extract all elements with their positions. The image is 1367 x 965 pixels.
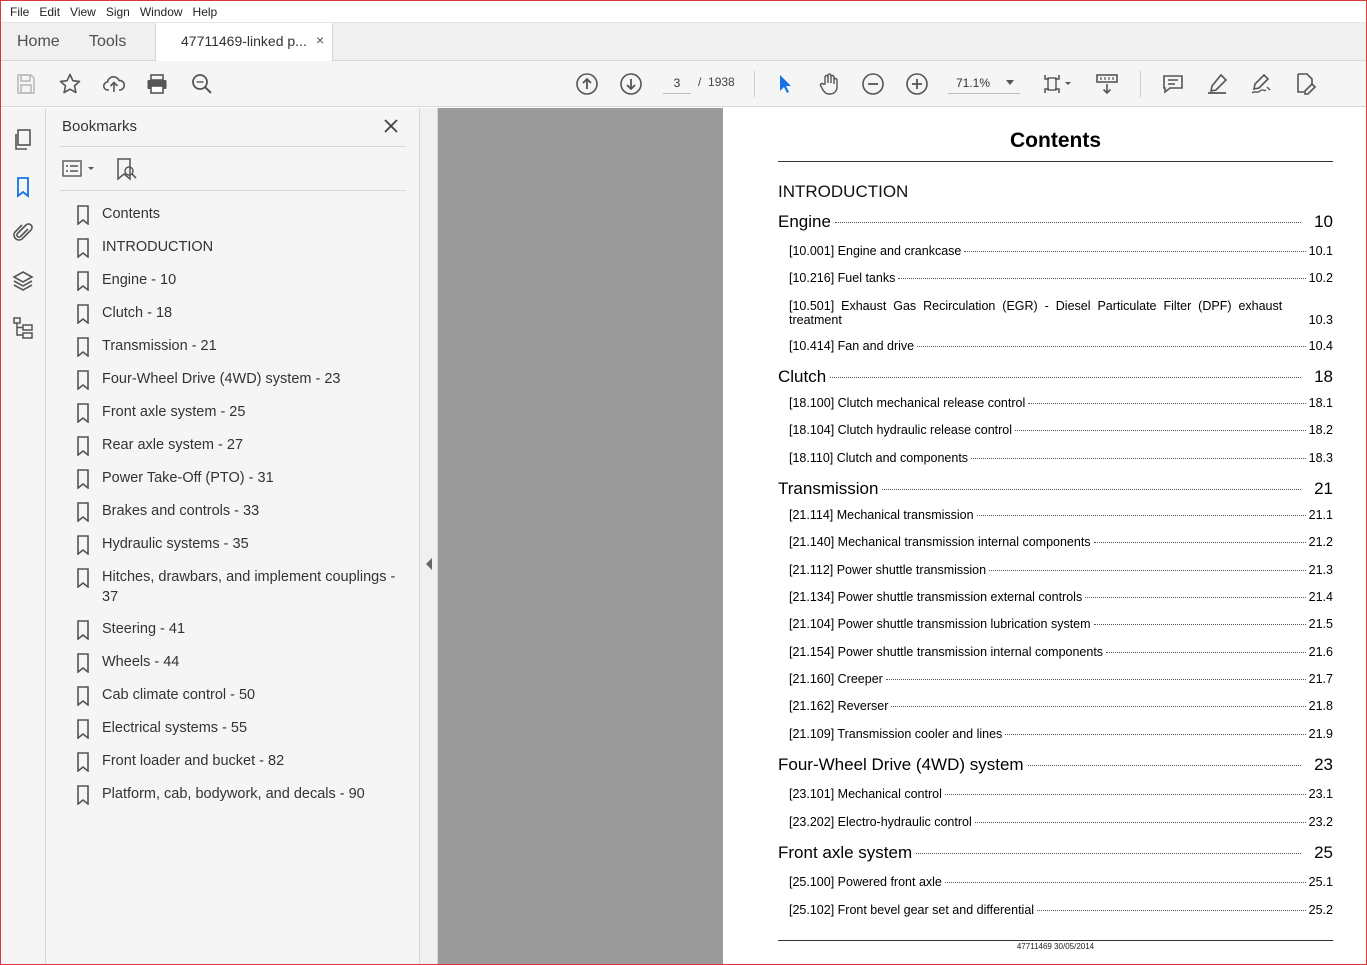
bookmark-item[interactable]: Steering - 41 <box>76 619 416 640</box>
hand-tool-icon[interactable] <box>815 70 843 98</box>
next-page-icon[interactable] <box>617 70 645 98</box>
bookmark-icon <box>76 620 90 640</box>
bookmark-icon <box>76 502 90 522</box>
tag-tree-icon[interactable] <box>10 315 36 341</box>
bookmark-icon <box>76 370 90 390</box>
toc-section[interactable]: Clutch 18 <box>778 367 1333 386</box>
page-total: / 1938 <box>698 75 735 89</box>
save-icon[interactable] <box>12 70 40 98</box>
divider <box>60 190 406 191</box>
toc-entry[interactable]: [18.110] Clutch and components 18.3 <box>789 451 1333 465</box>
bookmark-icon <box>76 535 90 555</box>
page-fit-icon[interactable] <box>1039 70 1075 98</box>
menu-file[interactable]: File <box>10 4 30 19</box>
tab-document[interactable] <box>155 23 333 61</box>
document-viewer[interactable] <box>438 108 1366 965</box>
star-icon[interactable] <box>56 70 84 98</box>
bookmark-icon <box>76 436 90 456</box>
bookmark-item[interactable]: Clutch - 18 <box>76 303 416 324</box>
bookmark-item[interactable]: Transmission - 21 <box>76 336 416 357</box>
bookmark-item[interactable]: Cab climate control - 50 <box>76 685 416 706</box>
navigation-rail <box>1 108 46 965</box>
collapse-arrow-icon[interactable] <box>426 558 432 570</box>
toc-section[interactable]: Four-Wheel Drive (4WD) system 23 <box>778 755 1333 774</box>
toc-section[interactable]: Transmission 21 <box>778 479 1333 498</box>
bookmark-icon <box>76 304 90 324</box>
bookmark-icon <box>76 686 90 706</box>
zoom-level-select[interactable]: 71.1% <box>948 72 1020 94</box>
bookmark-icon <box>76 238 90 258</box>
layers-icon[interactable] <box>10 268 36 294</box>
bookmark-item[interactable]: INTRODUCTION <box>76 237 416 258</box>
toc-entry[interactable]: [21.104] Power shuttle transmission lubrication system 21.5 <box>789 617 1333 631</box>
title-rule <box>778 161 1333 162</box>
bookmark-list <box>76 204 416 817</box>
bookmark-item[interactable]: Wheels - 44 <box>76 652 416 673</box>
bookmark-item[interactable]: Front axle system - 25 <box>76 402 416 423</box>
tab-bar <box>1 23 1366 61</box>
divider <box>60 146 406 147</box>
bookmark-icon <box>76 653 90 673</box>
toc-entry[interactable]: [10.501] Exhaust Gas Recirculation (EGR) - Diesel Particulate Filter (DPF) exhaust treatment 10.3 <box>789 299 1333 327</box>
menu-help[interactable]: Help <box>192 4 218 19</box>
toc-entry[interactable]: [10.216] Fuel tanks 10.2 <box>789 271 1333 285</box>
toolbar <box>1 61 1366 107</box>
menu-bar <box>1 1 1366 23</box>
bookmark-item[interactable]: Electrical systems - 55 <box>76 718 416 739</box>
edit-pdf-icon[interactable] <box>1291 70 1319 98</box>
bookmarks-panel <box>46 108 420 965</box>
bookmark-item[interactable]: Platform, cab, bodywork, and decals - 90 <box>76 784 416 805</box>
toc-section[interactable]: Engine 10 <box>778 212 1333 231</box>
toc-entry[interactable]: [18.104] Clutch hydraulic release control 18.2 <box>789 423 1333 437</box>
bookmark-icon <box>76 785 90 805</box>
bookmark-icon <box>76 403 90 423</box>
menu-view[interactable]: View <box>70 4 96 19</box>
zoom-in-icon[interactable] <box>903 70 931 98</box>
toc-entry[interactable]: [18.100] Clutch mechanical release control 18.1 <box>789 396 1333 410</box>
select-cursor-icon[interactable] <box>771 70 799 98</box>
bookmark-item[interactable]: Front loader and bucket - 82 <box>76 751 416 772</box>
bookmark-item[interactable]: Power Take-Off (PTO) - 31 <box>76 468 416 489</box>
panel-title: Bookmarks <box>62 118 138 135</box>
highlight-pen-icon[interactable] <box>1203 70 1231 98</box>
bookmark-item[interactable]: Hitches, drawbars, and implement couplings - 37 <box>76 567 416 607</box>
toolbar-divider <box>754 71 755 97</box>
search-icon[interactable] <box>188 70 216 98</box>
tab-home[interactable]: Home <box>17 33 60 50</box>
close-icon[interactable] <box>381 116 401 136</box>
toc-entry[interactable]: [21.140] Mechanical transmission internal components 21.2 <box>789 535 1333 549</box>
tab-document-title: 47711469-linked p... <box>181 33 307 49</box>
sign-icon[interactable] <box>1247 70 1275 98</box>
toc-entry[interactable]: [21.112] Power shuttle transmission 21.3 <box>789 563 1333 577</box>
panel-splitter[interactable] <box>420 108 438 965</box>
tab-tools[interactable]: Tools <box>89 33 127 50</box>
cloud-upload-icon[interactable] <box>100 70 128 98</box>
bookmark-item[interactable]: Four-Wheel Drive (4WD) system - 23 <box>76 369 416 390</box>
toc-entry[interactable]: [21.154] Power shuttle transmission internal components 21.6 <box>789 645 1333 659</box>
menu-window[interactable]: Window <box>139 4 183 19</box>
bookmark-icon <box>76 469 90 489</box>
page-number-input[interactable]: 3 <box>663 72 691 94</box>
menu-sign[interactable]: Sign <box>105 4 130 19</box>
bookmark-item[interactable]: Brakes and controls - 33 <box>76 501 416 522</box>
document-page <box>723 108 1366 965</box>
toc-entry[interactable]: [25.102] Front bevel gear set and differential 25.2 <box>789 903 1333 917</box>
bookmark-icon <box>76 271 90 291</box>
tab-close-button[interactable]: × <box>316 32 325 48</box>
toc-intro[interactable]: INTRODUCTION <box>778 182 909 201</box>
bookmark-panel-icon[interactable] <box>10 174 36 200</box>
bookmark-icon <box>76 337 90 357</box>
scroll-mode-icon[interactable] <box>1093 70 1121 98</box>
toc-entry[interactable]: [21.109] Transmission cooler and lines 21.9 <box>789 727 1333 741</box>
bookmark-icon <box>76 752 90 772</box>
toc-entry[interactable]: [21.162] Reverser 21.8 <box>789 699 1333 713</box>
previous-page-icon[interactable] <box>573 70 601 98</box>
bookmark-icon <box>76 719 90 739</box>
attachment-icon[interactable] <box>10 220 36 246</box>
zoom-out-icon[interactable] <box>859 70 887 98</box>
new-bookmark-icon[interactable] <box>114 157 138 181</box>
footer-rule <box>778 940 1333 941</box>
bookmark-item[interactable]: Hydraulic systems - 35 <box>76 534 416 555</box>
page-footer: 47711469 30/05/2014 <box>1016 942 1095 951</box>
toc-section[interactable]: Front axle system 25 <box>778 843 1333 862</box>
toc-entry[interactable]: [23.202] Electro-hydraulic control 23.2 <box>789 815 1333 829</box>
bookmark-item[interactable]: Contents <box>76 204 416 225</box>
bookmark-icon <box>76 205 90 225</box>
toc-entry[interactable]: [10.001] Engine and crankcase 10.1 <box>789 244 1333 258</box>
chevron-down-icon <box>1006 80 1014 85</box>
toc-entry[interactable]: [21.160] Creeper 21.7 <box>789 672 1333 686</box>
comment-icon[interactable] <box>1159 70 1187 98</box>
bookmark-options-button[interactable] <box>62 157 96 181</box>
bookmark-item[interactable]: Engine - 10 <box>76 270 416 291</box>
page-title: Contents <box>1010 129 1101 152</box>
toc-entry[interactable]: [25.100] Powered front axle 25.1 <box>789 875 1333 889</box>
toc-entry[interactable]: [10.414] Fan and drive 10.4 <box>789 339 1333 353</box>
toc-entry[interactable]: [23.101] Mechanical control 23.1 <box>789 787 1333 801</box>
menu-edit[interactable]: Edit <box>39 4 61 19</box>
page-thumbnails-icon[interactable] <box>10 127 36 153</box>
bookmark-icon <box>76 568 90 588</box>
print-icon[interactable] <box>143 70 171 98</box>
toc-entry[interactable]: [21.134] Power shuttle transmission external controls 21.4 <box>789 590 1333 604</box>
bookmark-item[interactable]: Rear axle system - 27 <box>76 435 416 456</box>
toolbar-divider <box>1140 71 1141 97</box>
toc-entry[interactable]: [21.114] Mechanical transmission 21.1 <box>789 508 1333 522</box>
